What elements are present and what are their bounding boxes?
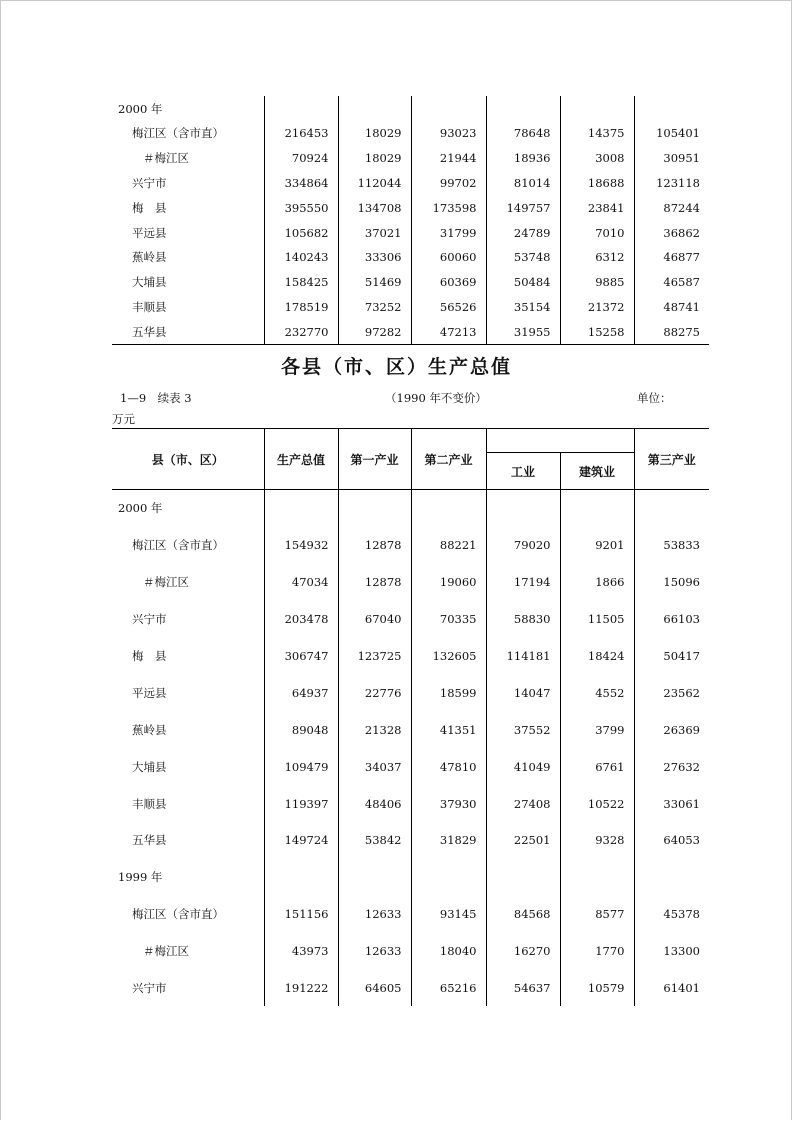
secondary-value: 47213 (411, 319, 486, 344)
tertiary-value: 61401 (634, 970, 709, 1007)
gdp-value: 64937 (264, 674, 338, 711)
empty-cell (338, 96, 411, 121)
primary-value: 73252 (338, 295, 411, 320)
table-row (112, 564, 709, 601)
gdp-value: 178519 (264, 295, 338, 320)
construction-value: 9201 (560, 527, 634, 564)
region-name: 兴宁市 (132, 981, 167, 996)
construction-value: 10579 (560, 970, 634, 1007)
table-row (112, 638, 709, 675)
primary-value: 53842 (338, 822, 411, 859)
unit-label: 单位： (637, 391, 672, 405)
table-row (112, 896, 709, 933)
tertiary-value: 30951 (634, 146, 709, 171)
region-name: 平远县 (132, 225, 167, 240)
gdp-value: 203478 (264, 601, 338, 638)
table-row (112, 195, 709, 220)
secondary-value: 41351 (411, 711, 486, 748)
top-table (112, 96, 709, 345)
primary-value: 18029 (338, 121, 411, 146)
gdp-value: 216453 (264, 121, 338, 146)
header-tertiary: 第三产业 (634, 429, 709, 490)
primary-value: 51469 (338, 270, 411, 295)
tertiary-value: 26369 (634, 711, 709, 748)
table-row (112, 748, 709, 785)
gdp-table (112, 428, 709, 1006)
empty-cell (560, 96, 634, 121)
page-title: 各县（市、区）生产总值 (280, 356, 512, 378)
construction-value: 1866 (560, 564, 634, 601)
empty-cell (264, 859, 338, 896)
secondary-value: 173598 (411, 195, 486, 220)
gdp-value: 47034 (264, 564, 338, 601)
industry-value: 54637 (486, 970, 560, 1007)
primary-value: 12633 (338, 896, 411, 933)
top-table-body (112, 96, 709, 345)
region-name: 梅江区（含市直） (132, 126, 224, 141)
industry-value: 31955 (486, 319, 560, 344)
construction-value: 14375 (560, 121, 634, 146)
construction-value: 9328 (560, 822, 634, 859)
primary-value: 22776 (338, 674, 411, 711)
construction-value: 8577 (560, 896, 634, 933)
tertiary-value: 50417 (634, 638, 709, 675)
secondary-value: 93023 (411, 121, 486, 146)
secondary-value: 99702 (411, 171, 486, 196)
table-row (112, 245, 709, 270)
table-row (112, 711, 709, 748)
secondary-value: 21944 (411, 146, 486, 171)
empty-cell (560, 490, 634, 527)
industry-value: 14047 (486, 674, 560, 711)
table-row (112, 220, 709, 245)
industry-value: 81014 (486, 171, 560, 196)
industry-value: 35154 (486, 295, 560, 320)
empty-cell (411, 490, 486, 527)
empty-cell (634, 96, 709, 121)
industry-value: 18936 (486, 146, 560, 171)
primary-value: 21328 (338, 711, 411, 748)
industry-value: 84568 (486, 896, 560, 933)
industry-value: 17194 (486, 564, 560, 601)
secondary-value: 88221 (411, 527, 486, 564)
tertiary-value: 87244 (634, 195, 709, 220)
primary-value: 12878 (338, 564, 411, 601)
table-row (112, 121, 709, 146)
table-row (112, 270, 709, 295)
construction-value: 10522 (560, 785, 634, 822)
secondary-value: 56526 (411, 295, 486, 320)
empty-cell (486, 96, 560, 121)
industry-value: 79020 (486, 527, 560, 564)
gdp-value: 119397 (264, 785, 338, 822)
header-county: 县（市、区） (112, 429, 264, 490)
tertiary-value: 46587 (634, 270, 709, 295)
region-name: 梅江区（含市直） (132, 538, 224, 553)
year-row (112, 96, 709, 121)
region-name: 大埔县 (132, 759, 167, 774)
industry-value: 37552 (486, 711, 560, 748)
industry-value: 27408 (486, 785, 560, 822)
construction-value: 3008 (560, 146, 634, 171)
region-name: 五华县 (132, 324, 167, 339)
header-construction: 建筑业 (560, 453, 634, 490)
secondary-value: 31829 (411, 822, 486, 859)
region-name: 梅江区（含市直） (132, 907, 224, 922)
empty-cell (264, 96, 338, 121)
empty-cell (338, 490, 411, 527)
region-name: 蕉岭县 (132, 250, 167, 265)
empty-cell (264, 490, 338, 527)
gdp-value: 191222 (264, 970, 338, 1007)
construction-value: 7010 (560, 220, 634, 245)
gdp-value: 232770 (264, 319, 338, 344)
construction-value: 6761 (560, 748, 634, 785)
region-name: ＃梅江区 (143, 944, 189, 959)
gdp-value: 154932 (264, 527, 338, 564)
construction-value: 23841 (560, 195, 634, 220)
secondary-value: 60060 (411, 245, 486, 270)
industry-value: 58830 (486, 601, 560, 638)
region-name: 梅 县 (132, 200, 167, 215)
table-row (112, 295, 709, 320)
industry-value: 24789 (486, 220, 560, 245)
primary-value: 18029 (338, 146, 411, 171)
construction-value: 6312 (560, 245, 634, 270)
construction-value: 18424 (560, 638, 634, 675)
tertiary-value: 64053 (634, 822, 709, 859)
secondary-value: 60369 (411, 270, 486, 295)
gdp-value: 109479 (264, 748, 338, 785)
gdp-value: 70924 (264, 146, 338, 171)
secondary-value: 47810 (411, 748, 486, 785)
construction-value: 21372 (560, 295, 634, 320)
year-row (112, 490, 709, 527)
empty-cell (411, 859, 486, 896)
primary-value: 12878 (338, 527, 411, 564)
primary-value: 33306 (338, 245, 411, 270)
construction-value: 1770 (560, 933, 634, 970)
header-industry: 工业 (486, 453, 560, 490)
gdp-value: 151156 (264, 896, 338, 933)
tertiary-value: 88275 (634, 319, 709, 344)
region-name: 大埔县 (132, 275, 167, 290)
industry-value: 50484 (486, 270, 560, 295)
tertiary-value: 45378 (634, 896, 709, 933)
industry-value: 41049 (486, 748, 560, 785)
table-row (112, 601, 709, 638)
primary-value: 97282 (338, 319, 411, 344)
gdp-value: 43973 (264, 933, 338, 970)
tertiary-value: 15096 (634, 564, 709, 601)
region-name: 五华县 (132, 833, 167, 848)
gdp-value: 158425 (264, 270, 338, 295)
construction-value: 4552 (560, 674, 634, 711)
construction-value: 11505 (560, 601, 634, 638)
region-name: ＃梅江区 (143, 575, 189, 590)
gdp-value: 306747 (264, 638, 338, 675)
year-label: 2000 年 (118, 101, 163, 116)
construction-value: 15258 (560, 319, 634, 344)
gdp-table-body (112, 490, 709, 1007)
primary-value: 64605 (338, 970, 411, 1007)
gdp-value: 395550 (264, 195, 338, 220)
primary-value: 37021 (338, 220, 411, 245)
empty-cell (486, 859, 560, 896)
table-row (112, 171, 709, 196)
gdp-value: 140243 (264, 245, 338, 270)
table-row (112, 970, 709, 1007)
primary-value: 34037 (338, 748, 411, 785)
secondary-value: 37930 (411, 785, 486, 822)
industry-value: 53748 (486, 245, 560, 270)
header-gdp: 生产总值 (264, 429, 338, 490)
tertiary-value: 23562 (634, 674, 709, 711)
industry-value: 22501 (486, 822, 560, 859)
secondary-value: 70335 (411, 601, 486, 638)
year-label: 1999 年 (118, 870, 163, 885)
tertiary-value: 53833 (634, 527, 709, 564)
primary-value: 67040 (338, 601, 411, 638)
construction-value: 3799 (560, 711, 634, 748)
table-row (112, 527, 709, 564)
primary-value: 12633 (338, 933, 411, 970)
secondary-value: 18599 (411, 674, 486, 711)
price-basis: （1990 年不变价） (385, 391, 487, 405)
table-row (112, 146, 709, 171)
secondary-value: 31799 (411, 220, 486, 245)
empty-cell (634, 859, 709, 896)
empty-cell (338, 859, 411, 896)
table-row (112, 674, 709, 711)
header-secondary: 第二产业 (411, 429, 486, 490)
primary-value: 123725 (338, 638, 411, 675)
industry-value: 16270 (486, 933, 560, 970)
gdp-value: 89048 (264, 711, 338, 748)
industry-value: 114181 (486, 638, 560, 675)
region-name: 蕉岭县 (132, 722, 167, 737)
region-name: 丰顺县 (132, 299, 167, 314)
tertiary-value: 36862 (634, 220, 709, 245)
secondary-value: 93145 (411, 896, 486, 933)
table-row (112, 319, 709, 344)
empty-cell (634, 490, 709, 527)
region-name: 平远县 (132, 685, 167, 700)
tertiary-value: 66103 (634, 601, 709, 638)
construction-value: 9885 (560, 270, 634, 295)
industry-value: 78648 (486, 121, 560, 146)
table-row (112, 785, 709, 822)
region-name: 梅 县 (132, 649, 167, 663)
tertiary-value: 123118 (634, 171, 709, 196)
secondary-value: 65216 (411, 970, 486, 1007)
industry-value: 149757 (486, 195, 560, 220)
table-row (112, 933, 709, 970)
year-label: 2000 年 (118, 501, 163, 516)
tertiary-value: 27632 (634, 748, 709, 785)
empty-cell (486, 490, 560, 527)
secondary-value: 132605 (411, 638, 486, 675)
header-secondary-subgroup (486, 429, 634, 453)
primary-value: 134708 (338, 195, 411, 220)
tertiary-value: 48741 (634, 295, 709, 320)
empty-cell (560, 859, 634, 896)
tertiary-value: 33061 (634, 785, 709, 822)
table-number: 1—9 续表 3 (120, 391, 192, 405)
gdp-value: 105682 (264, 220, 338, 245)
gdp-value: 149724 (264, 822, 338, 859)
year-row (112, 859, 709, 896)
region-name: 兴宁市 (132, 175, 167, 190)
primary-value: 48406 (338, 785, 411, 822)
region-name: 兴宁市 (132, 612, 167, 627)
table-row (112, 822, 709, 859)
unit-value: 万元 (112, 412, 135, 426)
secondary-value: 18040 (411, 933, 486, 970)
tertiary-value: 13300 (634, 933, 709, 970)
tertiary-value: 105401 (634, 121, 709, 146)
header-primary: 第一产业 (338, 429, 411, 490)
empty-cell (411, 96, 486, 121)
primary-value: 112044 (338, 171, 411, 196)
tertiary-value: 46877 (634, 245, 709, 270)
construction-value: 18688 (560, 171, 634, 196)
region-name: 丰顺县 (132, 796, 167, 811)
region-name: ＃梅江区 (143, 151, 189, 166)
gdp-value: 334864 (264, 171, 338, 196)
secondary-value: 19060 (411, 564, 486, 601)
